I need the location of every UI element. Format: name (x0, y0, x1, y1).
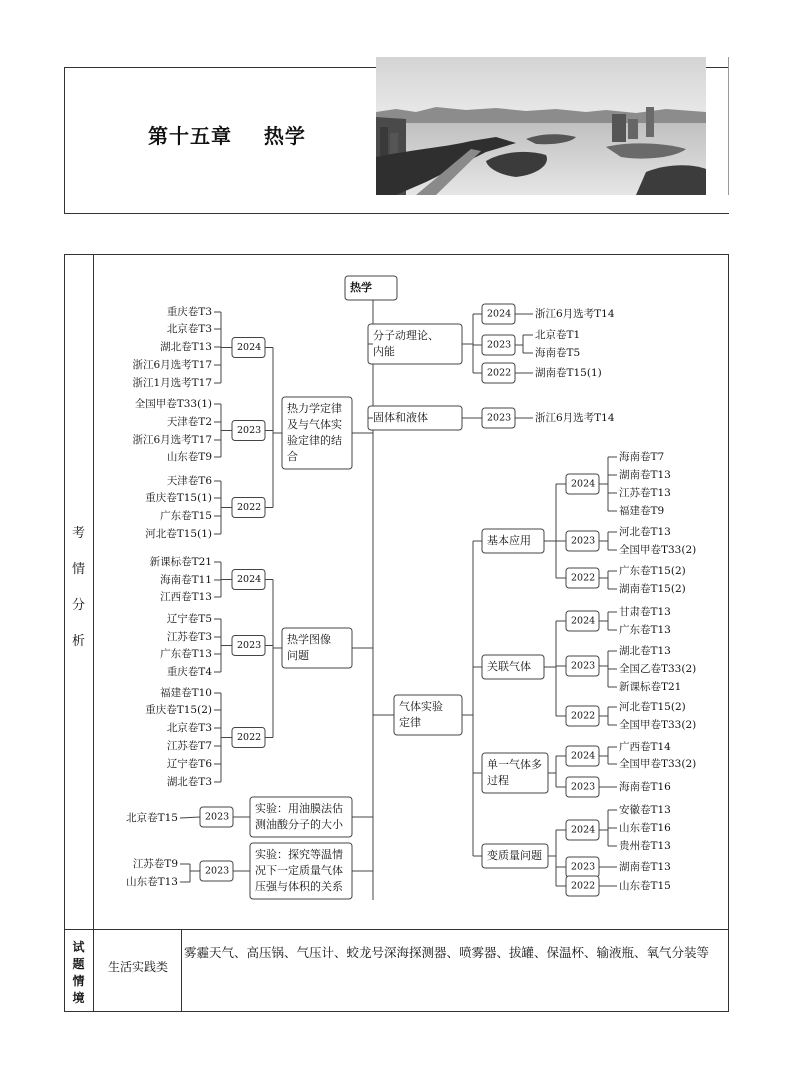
exam-question-ref: 重庆卷T3 (166, 306, 212, 318)
exam-question-ref: 湖北卷T13 (619, 645, 671, 657)
year-tag-label: 2022 (571, 572, 596, 584)
exam-analysis-char: 考 (71, 526, 85, 541)
topic-node-label: 内能 (373, 345, 395, 358)
year-tag-label: 2023 (571, 535, 596, 547)
exam-question-ref: 北京卷T3 (166, 722, 212, 734)
exam-question-ref: 湖南卷T15(1) (535, 367, 602, 379)
topic-node-label: 问题 (287, 649, 309, 662)
exam-question-ref: 全国甲卷T33(2) (619, 544, 697, 556)
exam-question-ref: 山东卷T13 (126, 876, 178, 888)
topic-node-label: 热力学定律 (287, 402, 342, 415)
exam-question-ref: 重庆卷T15(1) (145, 492, 212, 504)
exam-question-ref: 全国甲卷T33(2) (619, 719, 697, 731)
topic-node-label: 验定律的结 (287, 434, 342, 447)
exam-question-ref: 福建卷T10 (160, 687, 212, 699)
topic-node-label: 况下一定质量气体 (255, 864, 343, 877)
exam-question-ref: 海南卷T16 (619, 781, 671, 793)
exam-question-ref: 辽宁卷T6 (166, 758, 212, 770)
year-tag-label: 2022 (571, 710, 596, 722)
exam-question-ref: 全国甲卷T33(2) (619, 758, 697, 770)
exam-question-ref: 河北卷T15(2) (619, 701, 686, 713)
topic-node-label: 分子动理论、 (373, 329, 439, 342)
exam-question-ref: 江苏卷T3 (166, 631, 212, 643)
year-tag-label: 2023 (237, 425, 262, 436)
topic-node-label: 实验：用油膜法估 (255, 802, 343, 815)
year-tag-label: 2024 (571, 750, 596, 762)
exam-question-ref: 海南卷T11 (160, 574, 212, 586)
chapter-number: 第十五章 (148, 124, 232, 148)
exam-question-ref: 天津卷T2 (166, 416, 212, 428)
exam-question-ref: 河北卷T13 (619, 526, 671, 538)
exam-question-ref: 北京卷T1 (535, 329, 581, 341)
year-tag-label: 2024 (487, 308, 512, 320)
subtopic-node-label: 过程 (487, 774, 509, 787)
exam-question-ref: 浙江6月选考T17 (132, 434, 212, 446)
exam-question-ref: 湖北卷T13 (160, 341, 212, 353)
question-context-char: 题 (72, 957, 85, 971)
exam-question-ref: 江苏卷T9 (132, 858, 178, 870)
exam-analysis-char: 情 (71, 562, 85, 577)
exam-question-ref: 广东卷T15 (160, 510, 212, 522)
exam-question-ref: 广西卷T14 (619, 741, 671, 753)
year-tag-label: 2024 (237, 342, 262, 353)
year-tag-label: 2023 (571, 781, 596, 793)
topic-node-label: 定律 (399, 716, 421, 729)
exam-question-ref: 浙江1月选考T17 (132, 377, 212, 389)
exam-question-ref: 浙江6月选考T17 (132, 359, 212, 371)
year-tag-label: 2022 (487, 367, 512, 379)
exam-question-ref: 甘肃卷T13 (619, 606, 671, 618)
exam-question-ref: 浙江6月选考T14 (535, 308, 615, 320)
exam-question-ref: 重庆卷T15(2) (145, 704, 212, 716)
year-tag-label: 2024 (571, 615, 596, 627)
question-context-char: 情 (72, 974, 85, 988)
year-tag-label: 2023 (205, 865, 230, 877)
year-tag-label: 2023 (205, 811, 230, 823)
exam-question-ref: 山东卷T16 (619, 822, 671, 834)
exam-question-ref: 贵州卷T13 (619, 840, 671, 852)
exam-question-ref: 山东卷T9 (166, 451, 212, 463)
year-tag-label: 2024 (237, 574, 262, 585)
root-node-label: 热学 (350, 281, 372, 294)
exam-analysis-char: 分 (71, 598, 85, 613)
exam-question-ref: 江苏卷T7 (166, 740, 212, 752)
exam-question-ref: 河北卷T15(1) (145, 528, 212, 540)
exam-question-ref: 海南卷T5 (535, 347, 581, 359)
year-tag-label: 2023 (571, 861, 596, 873)
exam-question-ref: 湖南卷T13 (619, 469, 671, 481)
exam-question-ref: 江苏卷T13 (619, 487, 671, 499)
context-examples: 雾霾天气、高压锅、气压计、蛟龙号深海探测器、喷雾器、拔罐、保温杯、输液瓶、氧气分装等 (184, 945, 710, 960)
exam-question-ref: 湖北卷T3 (166, 776, 212, 788)
exam-question-ref: 海南卷T7 (619, 451, 665, 463)
exam-question-ref: 新课标卷T21 (149, 556, 212, 568)
question-context-char: 试 (72, 940, 85, 954)
exam-question-ref: 新课标卷T21 (619, 681, 682, 693)
exam-question-ref: 天津卷T6 (166, 475, 212, 487)
year-tag-label: 2023 (487, 412, 512, 424)
year-tag-label: 2023 (237, 640, 262, 651)
topic-node-label: 气体实验 (399, 700, 443, 713)
year-tag-label: 2023 (571, 660, 596, 672)
question-context-char: 境 (72, 991, 85, 1005)
exam-question-ref: 重庆卷T4 (166, 666, 212, 678)
exam-question-ref: 湖南卷T13 (619, 861, 671, 873)
topic-node-label: 合 (287, 450, 298, 463)
exam-question-ref: 福建卷T9 (619, 505, 665, 517)
topic-node-label: 固体和液体 (373, 411, 428, 424)
exam-question-ref: 全国甲卷T33(1) (134, 398, 212, 410)
topic-node-label: 热学图像 (287, 633, 331, 646)
year-tag-label: 2022 (237, 502, 262, 513)
exam-question-ref: 山东卷T15 (619, 880, 671, 892)
exam-question-ref: 北京卷T3 (166, 323, 212, 335)
year-tag-label: 2023 (487, 339, 512, 351)
topic-node-label: 测油酸分子的大小 (255, 818, 343, 831)
subtopic-node-label: 基本应用 (487, 534, 531, 547)
exam-question-ref: 湖南卷T15(2) (619, 583, 686, 595)
exam-question-ref: 北京卷T15 (126, 812, 178, 824)
subtopic-node-label: 变质量问题 (487, 849, 542, 862)
exam-question-ref: 安徽卷T13 (619, 804, 671, 816)
context-category: 生活实践类 (107, 960, 168, 974)
subtopic-node-label: 单一气体多 (487, 758, 542, 771)
exam-question-ref: 全国乙卷T33(2) (619, 663, 697, 675)
year-tag-label: 2024 (571, 478, 596, 490)
exam-question-ref: 辽宁卷T5 (166, 613, 212, 625)
year-tag-label: 2022 (237, 732, 262, 743)
topic-node-label: 及与气体实 (287, 418, 342, 431)
year-tag-label: 2022 (571, 880, 596, 892)
topic-node-label: 实验：探究等温情 (255, 848, 343, 861)
exam-question-ref: 江西卷T13 (160, 591, 212, 603)
exam-question-ref: 广东卷T13 (160, 648, 212, 660)
exam-question-ref: 广东卷T13 (619, 624, 671, 636)
subtopic-node-label: 关联气体 (487, 660, 531, 673)
topic-node-label: 压强与体积的关系 (255, 880, 343, 893)
exam-analysis-char: 析 (71, 634, 85, 649)
connector-line (180, 817, 200, 818)
chapter-subject: 热学 (263, 124, 306, 148)
exam-question-ref: 浙江6月选考T14 (535, 412, 615, 424)
exam-question-ref: 广东卷T15(2) (619, 565, 686, 577)
year-tag-label: 2024 (571, 824, 596, 836)
